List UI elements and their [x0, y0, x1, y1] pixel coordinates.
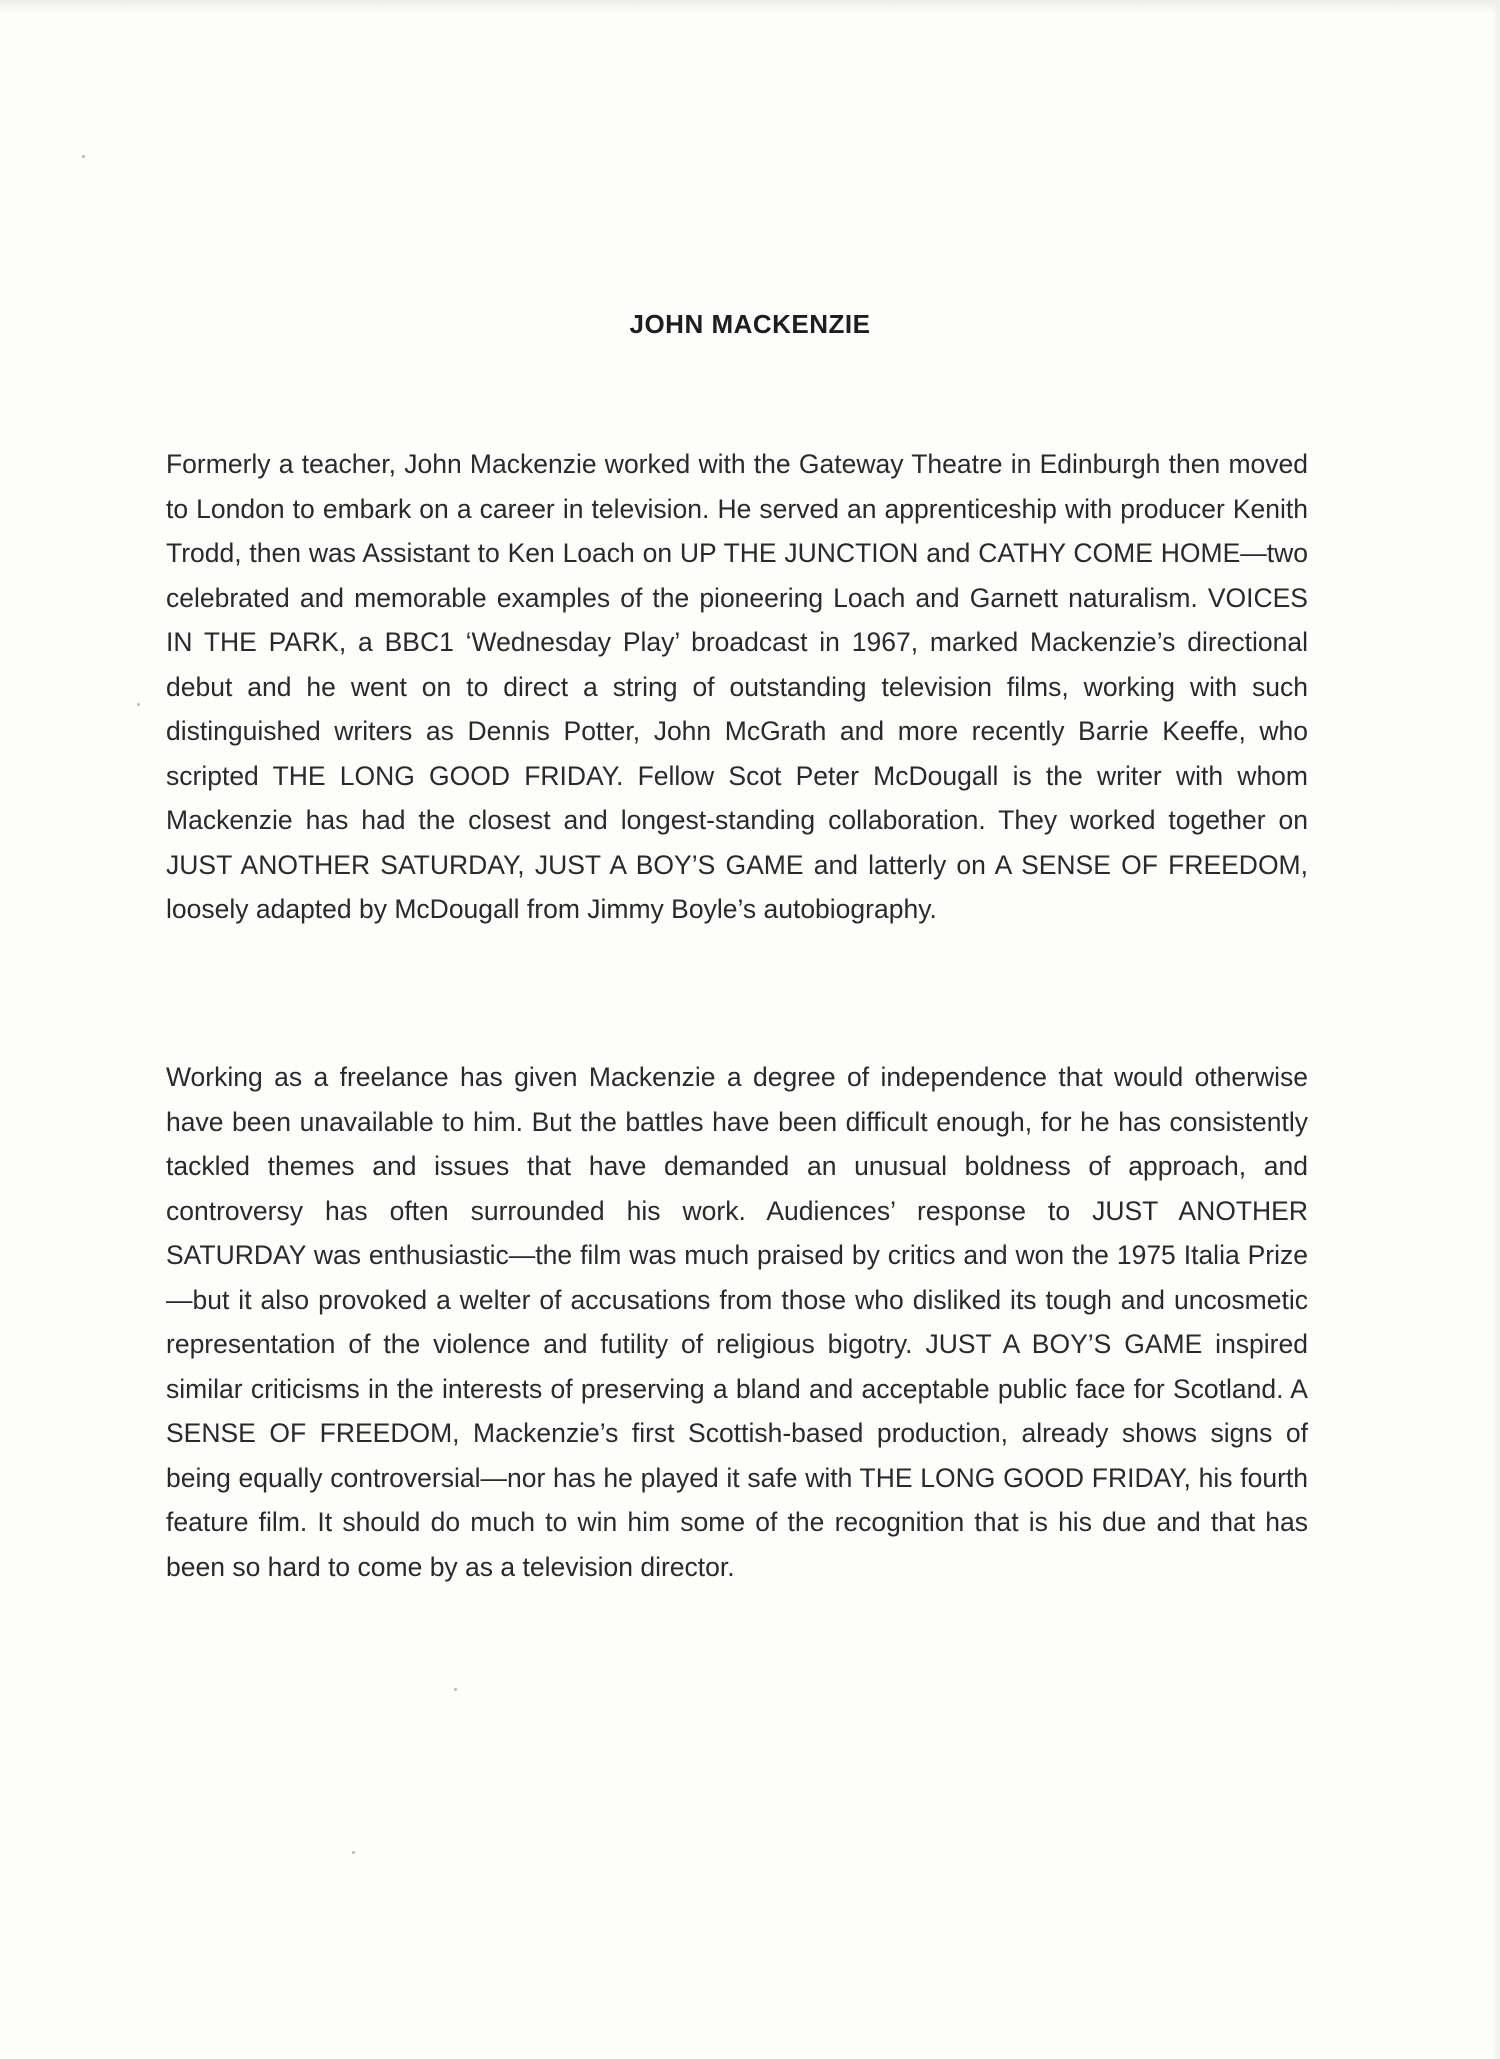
paragraph-career: Formerly a teacher, John Mackenzie worked with the Gateway Theatre in Edinburgh then moved to London to embark on a career in television. He served an apprenticeship with producer Kenith Trodd, then was Assistant to Ken Loach on UP THE JUNCTION and CATHY COME HOME—two celebrated and memorable examples of the pioneering Loach and Garnett naturalism. VOICES IN THE PARK, a BBC1 ‘Wednesday Play’ broadcast in 1967, marked Mackenzie’s directional debut and he went on to direct a string of outstanding television films, working with such distinguished writers as Dennis Potter, John McGrath and more recently Barrie Keeffe, who scripted THE LONG GOOD FRIDAY. Fellow Scot Peter McDougall is the writer with whom Mackenzie has had the closest and longest-standing collaboration. They worked together on JUST ANOTHER SATURDAY, JUST A BOY’S GAME and latterly on A SENSE OF FREEDOM, loosely adapted by McDougall from Jimmy Boyle’s autobiography. — [166, 449, 1308, 924]
document-title: JOHN MACKENZIE — [629, 309, 871, 339]
paper-speck — [82, 155, 85, 158]
paper-top-edge — [0, 0, 1500, 14]
paper-speck — [352, 1851, 355, 1854]
paper-speck — [454, 1688, 457, 1691]
paragraph-freelance: Working as a freelance has given Mackenzie a degree of independence that would otherwise have been unavailable to him. But the battles have been difficult enough, for he has consistently tackled themes and issues that have demanded an unusual boldness of approach, and controversy has often surrounded his work. Audiences’ response to JUST ANOTHER SATURDAY was enthusiastic—the film was much praised by critics and won the 1975 Italia Prize—but it also provoked a welter of accusations from those who disliked its tough and uncosmetic representation of the violence and futility of religious bigotry. JUST A BOY’S GAME inspired similar criticisms in the interests of preserving a bland and acceptable public face for Scotland. A SENSE OF FREEDOM, Mackenzie’s first Scottish-based production, already shows signs of being equally controversial—nor has he played it safe with THE LONG GOOD FRIDAY, his fourth feature film. It should do much to win him some of the recognition that is his due and that has been so hard to come by as a television director. — [166, 1062, 1308, 1582]
paper-speck — [137, 703, 140, 706]
